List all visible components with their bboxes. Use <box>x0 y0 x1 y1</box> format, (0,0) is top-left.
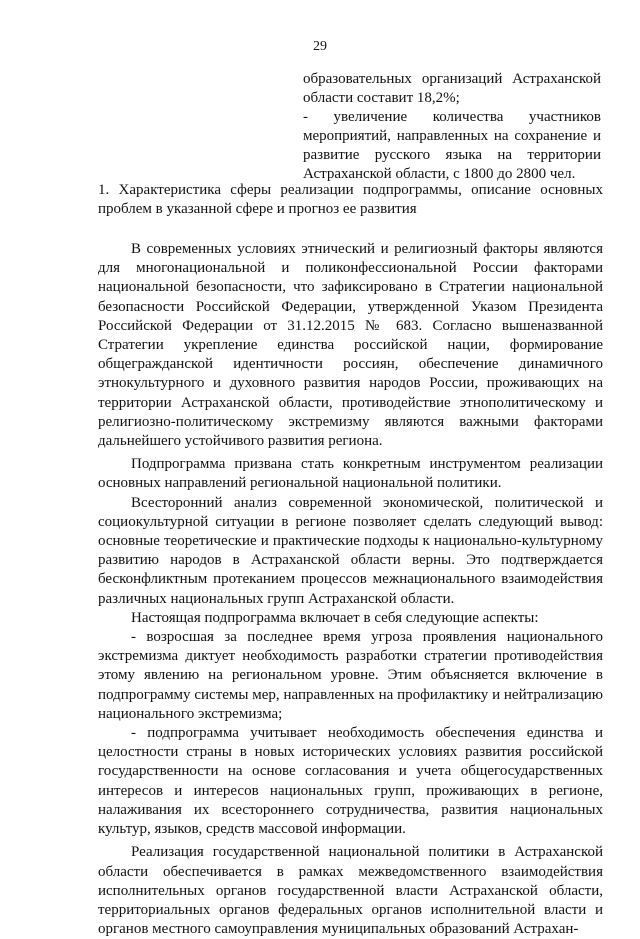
page-number: 29 <box>313 39 327 54</box>
paragraph: Подпрограмма призвана стать конкретным инструментом реализации основных направлений региональной национальной политики. <box>98 456 603 492</box>
goals-continuation <box>303 70 601 184</box>
paragraph: - подпрограмма учитывает необходимость обеспечения единства и целостности страны в новых исторических условиях развития российской государственности на основе согласования и учета общегосударственных интересов и интересов национальных групп, проживающих в регионе, налаживания их всестороннего сотрудничества, развития национальных культур, языков, средств массовой информации. <box>98 725 603 838</box>
section-heading: 1. Характеристика сферы реализации подпрограммы, описание основных проблем в указанной сфере и прогноз ее развития <box>98 182 603 217</box>
paragraph: - возросшая за последнее время угроза проявления национального экстремизма диктует необходимость разработки стратегии противодействия этому явлению на региональном уровне. Этим объясняется включение в подпрограмму системы мер, направленных на профилактику и нейтрализацию национального экстремизма; <box>98 629 603 722</box>
goal-item: образовательных организаций Астраханской области составит 18,2%; <box>303 71 601 106</box>
body-text <box>98 240 603 939</box>
paragraph: В современных условиях этнический и религиозный факторы являются для многонациональной и поликонфессиональной России факторами национальной безопасности, что зафиксировано в Стратегии национальной безопасности Российской Федерации, утвержденной Указом Президента Российской Федерации от 31.12.2015 № 683. Согласно вышеназванной Стратегии укрепление единства российской нации, формирование общегражданской идентичности россиян, обеспечение динамичного этнокультурного и духовного развития народов России, проживающих на территории Астраханской области, противодействие этнополитическому и религиозно-политическому экстремизму являются важными факторами дальнейшего устойчивого развития региона. <box>98 241 603 450</box>
paragraph: Настоящая подпрограмма включает в себя следующие аспекты: <box>131 609 539 626</box>
paragraph: Всесторонний анализ современной экономической, политической и социокультурной ситуации в регионе позволяет сделать следующий вывод: основные теоретические и практические подходы к национально-культурному развитию народов в Астраханской области верны. Это подтверждается бесконфликтным протеканием процессов межнационального взаимодействия различных национальных групп Астраханской области. <box>98 494 603 607</box>
goal-item: - увеличение количества участников мероприятий, направленных на сохранение и развитие русского языка на территории Астраханской области, с 1800 до 2800 чел. <box>303 109 601 182</box>
paragraph: Реализация государственной национальной политики в Астраханской области обеспечивается в рамках межведомственного взаимодействия исполнительных органов государственной власти Астраханской области, территориальных органов федеральных органов исполнительной власти и органов местного самоуправления муниципальных образований Астрахан- <box>98 844 603 938</box>
